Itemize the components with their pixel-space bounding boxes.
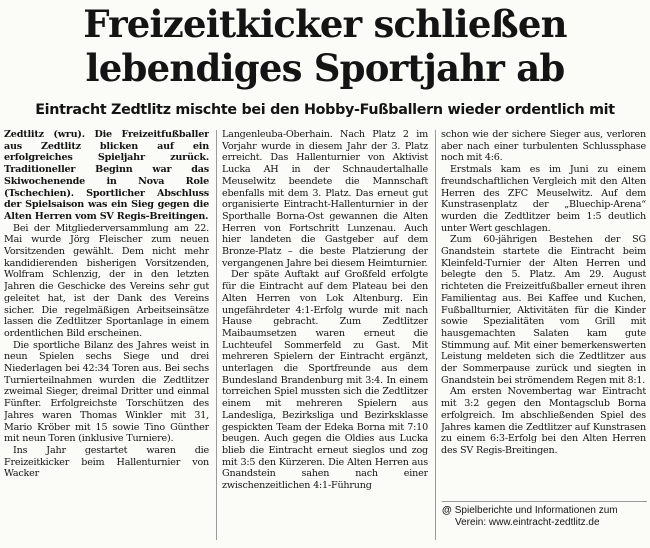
subheadline: Eintracht Zedtlitz mischte bei den Hobby-Fußballern wieder ordentlich mit [35,102,615,118]
article-paragraph: Ins Jahr gestartet waren die Freizeitkicker beim Hallenturnier von Wacker [4,444,209,480]
article-lead: Zedtlitz (wru). Die Freizeitfußballer aus Zedtlitz blicken auf ein erfolgreiches Spieljahr zurück. Traditioneller Beginn war das Skiwochenende in Nova Role (Tschechien). Sportlicher Abschluss der Spielsaison was ein Sieg gegen die Alten Herren vom SV Regis-Breitingen. [4,129,209,222]
info-box [442,501,647,529]
article-column-3 [441,129,646,543]
column-divider [216,130,217,540]
headline-line-2: lebendiges Sportjahr ab [85,46,565,90]
article-paragraph: Die sportliche Bilanz des Jahres weist in neun Spielen sechs Siege und drei Niederlagen bei 42:34 Toren aus. Bei sechs Turnierteilnahmen wurden die Zedtlitzer zweimal Sieger, dreimal Dritter und einmal Fünfter. Erfolgreichste Torschützen des Jahres waren Thomas Winkler mit 31, Mario Kröber mit 15 sowie Tino Günther mit neun Toren (inklusive Turniere). [4,339,209,445]
article-column-2 [222,129,428,543]
article-paragraph: Zum 60-jährigen Bestehen der SG Gnandstein startete die Eintracht beim Kleinfeld-Turnier der Alten Herren und belegte den 5. Platz. Am 29. August richteten die Freizeitfußballer erneut ihren Familientag aus. Bei Kaffee und Kuchen, Fußballturnier, Aktivitäten für die Kinder sowie Spezialitäten vom Grill mit hausgemachten Salaten kam gute Stimmung auf. Mit einer bemerkenswerten Leistung meldeten sich die Zedtlitzer aus der Sommerpause zurück und siegten in Gnandstein bei strömendem Regen mit 8:1. [441,234,646,386]
column-divider [435,130,436,540]
headline-line-1: Freizeitkicker schließen [83,2,567,46]
info-line-1: Spielberichte und Informationen zum [454,505,618,516]
article-paragraph: Erstmals kam es im Juni zu einem freundschaftlichen Vergleich mit den Alten Herren des ZFC Meuselwitz. Auf dem Kunstrasenplatz der „Bluechip-Arena“ wurden die Zedtlitzer beim 1:5 deutlich unter Wert geschlagen. [441,164,646,234]
article-paragraph: schon wie der sichere Sieger aus, verloren aber nach einer turbulenten Schlussphase noch mit 4:6. [441,129,646,164]
article-paragraph: Der späte Auftakt auf Großfeld erfolgte für die Eintracht auf dem Plateau bei den Alten Herren von Lok Altenburg. Ein ungefährdeter 4:1-Erfolg wurde mit nach Hause gebracht. Zum Zedtlitzer Maibaumsetzen waren erneut die Luchteufel Sommerfeld zu Gast. Mit mehreren Spielern der Eintracht ergänzt, unterlagen die Sportfreunde aus dem Bundesland Brandenburg mit 3:4. In einem torreichen Spiel mussten sich die Zedtlitzer einem mit mehreren Spielern aus Landesliga, Bezirksliga und Bezirksklasse gespickten Team der Edeka Borna mit 7:10 beugen. Auch gegen die Oldies aus Lucka blieb die Eintracht erneut sieglos und zog mit 3:5 den Kürzeren. Die Alten Herren aus Gnandstein sahen nach einer zwischenzeitlichen 4:1-Führung [222,269,428,492]
article-paragraph: Am ersten Novembertag war Eintracht mit 3:2 gegen den Montagsclub Borna erfolgreich. Im abschließenden Spiel des Jahres kamen die Zedtlitzer auf Kunstrasen zu einem 6:3-Erfolg bei den Alten Herren des SV Regis-Breitingen. [441,386,646,456]
at-sign-icon: @ [442,505,452,516]
article-column-1 [4,129,209,543]
website-link[interactable]: Verein: www.eintracht-zedtlitz.de [455,517,600,528]
article-paragraph: Bei der Mitgliederversammlung am 22. Mai wurde Jörg Fleischer zum neuen Vorsitzenden gewählt. Dem nicht mehr kandidierenden bisherigen Vorsitzenden, Wolfram Schlenzig, der in den letzten Jahren die Geschicke des Vereins sehr gut geleitet hat, ist der Dank des Vereins sicher. Die regelmäßigen Arbeitseinsätze lassen die Zedtlitzer Sportanlage in einem ordentlichen Bild erscheinen. [4,222,209,339]
article-paragraph: Langenleuba-Oberhain. Nach Platz 2 im Vorjahr wurde in diesem Jahr der 3. Platz erreicht. Das Hallenturnier von Aktivist Lucka AH in der Schnaudertalhalle Meuselwitz beendete die Mannschaft ebenfalls mit dem 3. Platz. Das erneut gut organisierte Eintracht-Hallenturnier in der Sporthalle Borna-Ost gewannen die Alten Herren von Fortschritt Lunzenau. Auch hier landeten die Gastgeber auf dem Bronze-Platz – die beste Platzierung der vergangenen Jahre bei diesem Heimturnier. [222,129,428,269]
